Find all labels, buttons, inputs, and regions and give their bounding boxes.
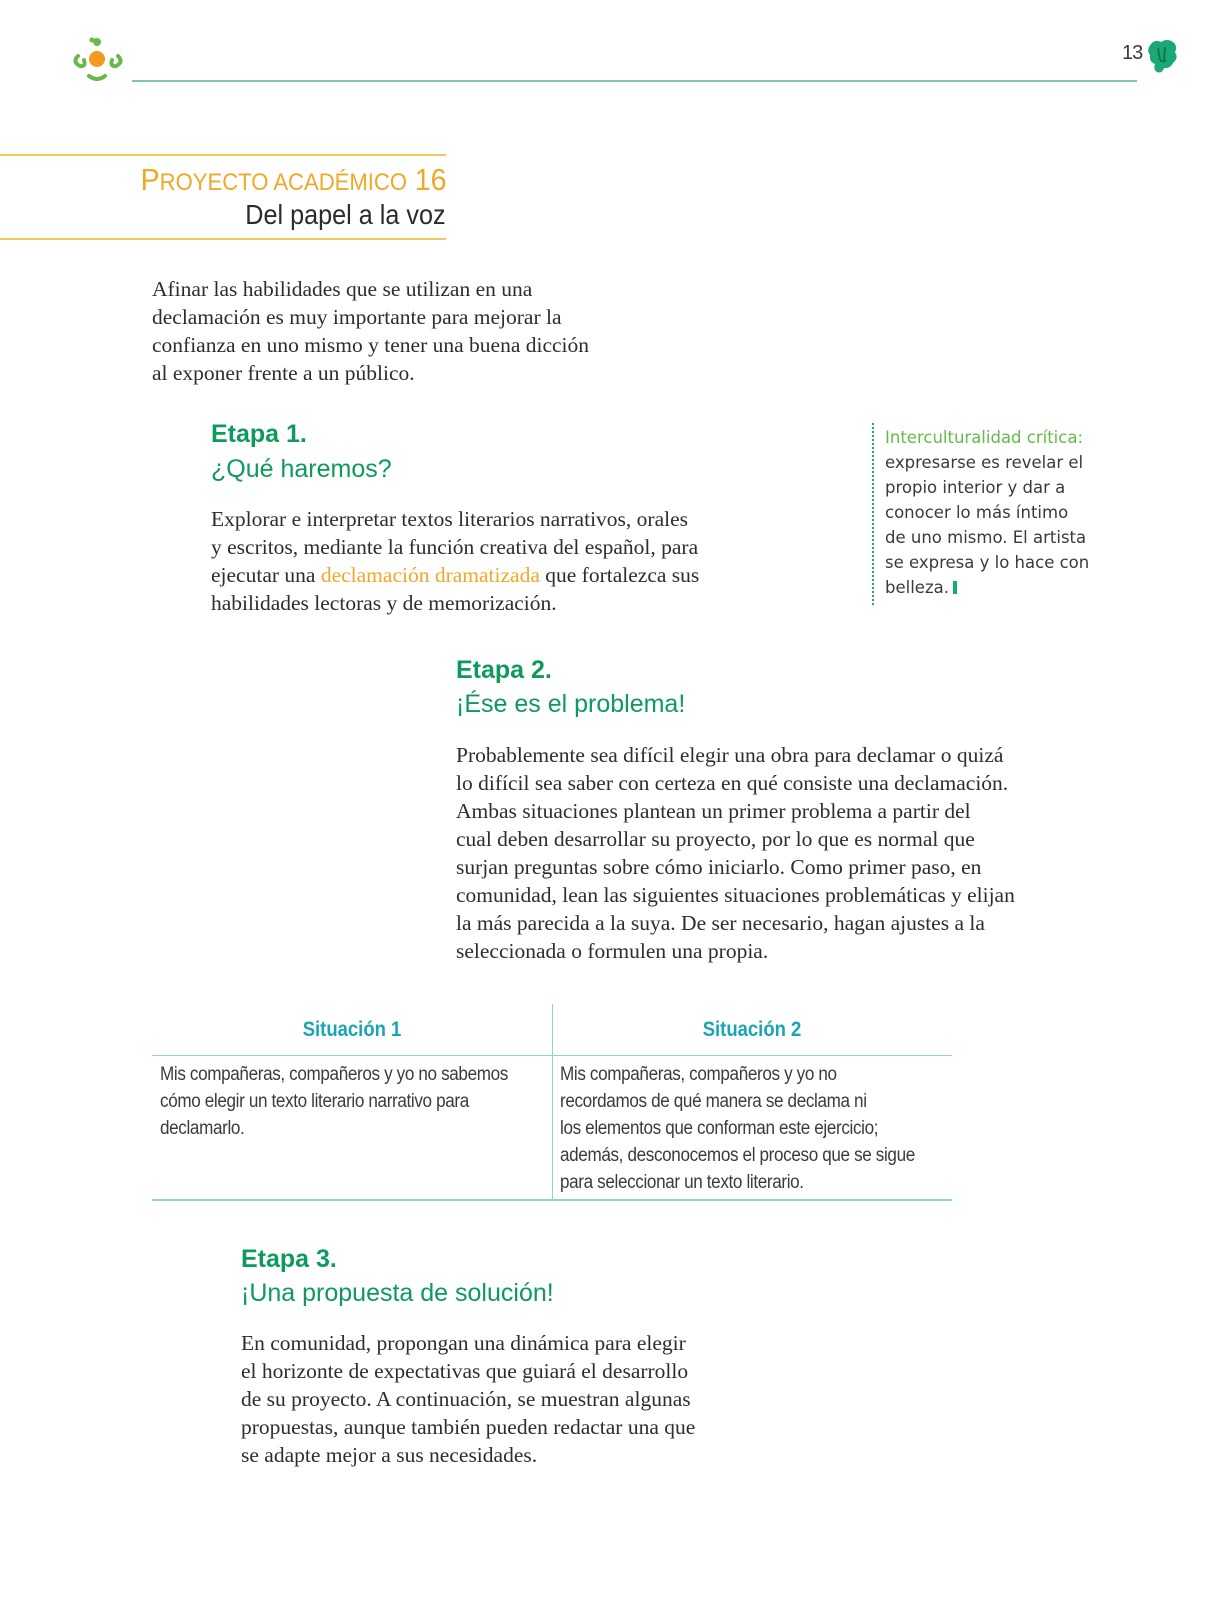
stage-2-line: surjan preguntas sobre cómo iniciarlo. Como primer paso, en <box>456 855 982 879</box>
stage-3-number: Etapa 3. <box>241 1245 337 1273</box>
table-cell-line: para seleccionar un texto literario. <box>560 1172 804 1193</box>
intro-paragraph <box>152 275 652 387</box>
stage-3-line: se adapte mejor a sus necesidades. <box>241 1443 538 1467</box>
title-rule-top <box>0 154 446 156</box>
table-cell-line: cómo elegir un texto literario narrativo para <box>160 1091 469 1112</box>
table-bottom-rule <box>152 1199 952 1201</box>
stage-1-text: ejecutar una <box>211 563 321 587</box>
green-glyph-icon <box>1147 38 1179 74</box>
table-cell-line: recordamos de qué manera se declama ni <box>560 1091 867 1112</box>
stage-2-line: Probablemente sea difícil elegir una obra para declamar o quizá <box>456 743 1004 767</box>
sidebar-dotted-rule <box>872 423 874 605</box>
stage-1-title: ¿Qué haremos? <box>211 455 392 483</box>
stage-2-line: comunidad, lean las siguientes situaciones problemáticas y elijan <box>456 883 1015 907</box>
stage-1-line <box>211 561 741 589</box>
stage-2-line: Ambas situaciones plantean un primer problema a partir del <box>456 799 971 823</box>
table-cell-line: Mis compañeras, compañeros y yo no <box>560 1064 837 1085</box>
stage-3-paragraph <box>241 1329 761 1469</box>
situations-table <box>152 1004 952 1200</box>
header-rule <box>132 80 1137 82</box>
stage-3-title: ¡Una propuesta de solución! <box>241 1279 554 1307</box>
stage-1-number: Etapa 1. <box>211 420 307 448</box>
page-number: 13 <box>1122 42 1143 64</box>
stage-3-line: de su proyecto. A continuación, se muestran algunas <box>241 1387 691 1411</box>
project-label-initial: P <box>140 162 160 197</box>
sidebar-note <box>885 425 1125 600</box>
table-header-text: Situación 2 <box>702 1018 802 1041</box>
stage-1-line: Explorar e interpretar textos literarios narrativos, orales <box>211 507 688 531</box>
stage-2-line: seleccionada o formulen una propia. <box>456 939 769 963</box>
stage-2-line: cual deben desarrollar su proyecto, por lo que es normal que <box>456 827 975 851</box>
intro-line: al exponer frente a un público. <box>152 361 415 385</box>
stage-1-text: que fortalezca sus <box>539 563 700 587</box>
sidebar-heading: Interculturalidad crítica: <box>885 428 1084 447</box>
stage-1-line: y escritos, mediante la función creativa del español, para <box>211 535 699 559</box>
stage-2-title: ¡Ése es el problema! <box>456 690 686 718</box>
intro-line: declamación es muy importante para mejorar la <box>152 305 562 329</box>
table-header-text: Situación 1 <box>302 1018 402 1041</box>
stage-2-number: Etapa 2. <box>456 656 552 684</box>
table-cell-line: declamarlo. <box>160 1118 245 1139</box>
table-cell-line: además, desconocemos el proceso que se sigue <box>560 1145 915 1166</box>
stage-1-line: habilidades lectoras y de memorización. <box>211 591 557 615</box>
end-mark-icon <box>953 581 957 594</box>
stage-2-line: lo difícil sea saber con certeza en qué consiste una declamación. <box>456 771 1009 795</box>
stage-2-line: la más parecida a la suya. De ser necesario, hagan ajustes a la <box>456 911 985 935</box>
table-header-situation-1 <box>152 1018 552 1042</box>
sidebar-line: de uno mismo. El artista <box>885 528 1087 547</box>
intro-line: Afinar las habilidades que se utilizan en una <box>152 277 533 301</box>
sidebar-text: belleza. <box>885 578 949 597</box>
table-cell-line: los elementos que conforman este ejercicio; <box>560 1118 879 1139</box>
project-number: 16 <box>414 162 446 197</box>
project-label <box>140 162 446 198</box>
stage-3-line: propuestas, aunque también pueden redactar una que <box>241 1415 696 1439</box>
glossary-term: declamación dramatizada <box>320 563 540 587</box>
stage-3-line: En comunidad, propongan una dinámica para elegir <box>241 1331 686 1355</box>
table-cell-situation-1 <box>160 1061 538 1142</box>
project-title: Del papel a la voz <box>245 199 446 230</box>
sidebar-line: conocer lo más íntimo <box>885 503 1069 522</box>
sidebar-line: propio interior y dar a <box>885 478 1066 497</box>
table-cell-situation-2 <box>560 1061 947 1196</box>
stage-3-line: el horizonte de expectativas que guiará el desarrollo <box>241 1359 689 1383</box>
sidebar-line <box>885 575 1125 600</box>
flower-logo-icon <box>72 34 124 84</box>
table-cell-line: Mis compañeras, compañeros y yo no sabemos <box>160 1064 508 1085</box>
table-header-rule <box>152 1055 952 1056</box>
project-label-text: ROYECTO ACADÉMICO <box>159 169 407 196</box>
stage-2-paragraph <box>456 741 1066 965</box>
intro-line: confianza en uno mismo y tener una buena dicción <box>152 333 590 357</box>
table-header-situation-2 <box>552 1018 952 1042</box>
title-rule-bottom <box>0 238 446 240</box>
sidebar-line: expresarse es revelar el <box>885 453 1084 472</box>
sidebar-line: se expresa y lo hace con <box>885 553 1090 572</box>
stage-1-paragraph <box>211 505 741 617</box>
